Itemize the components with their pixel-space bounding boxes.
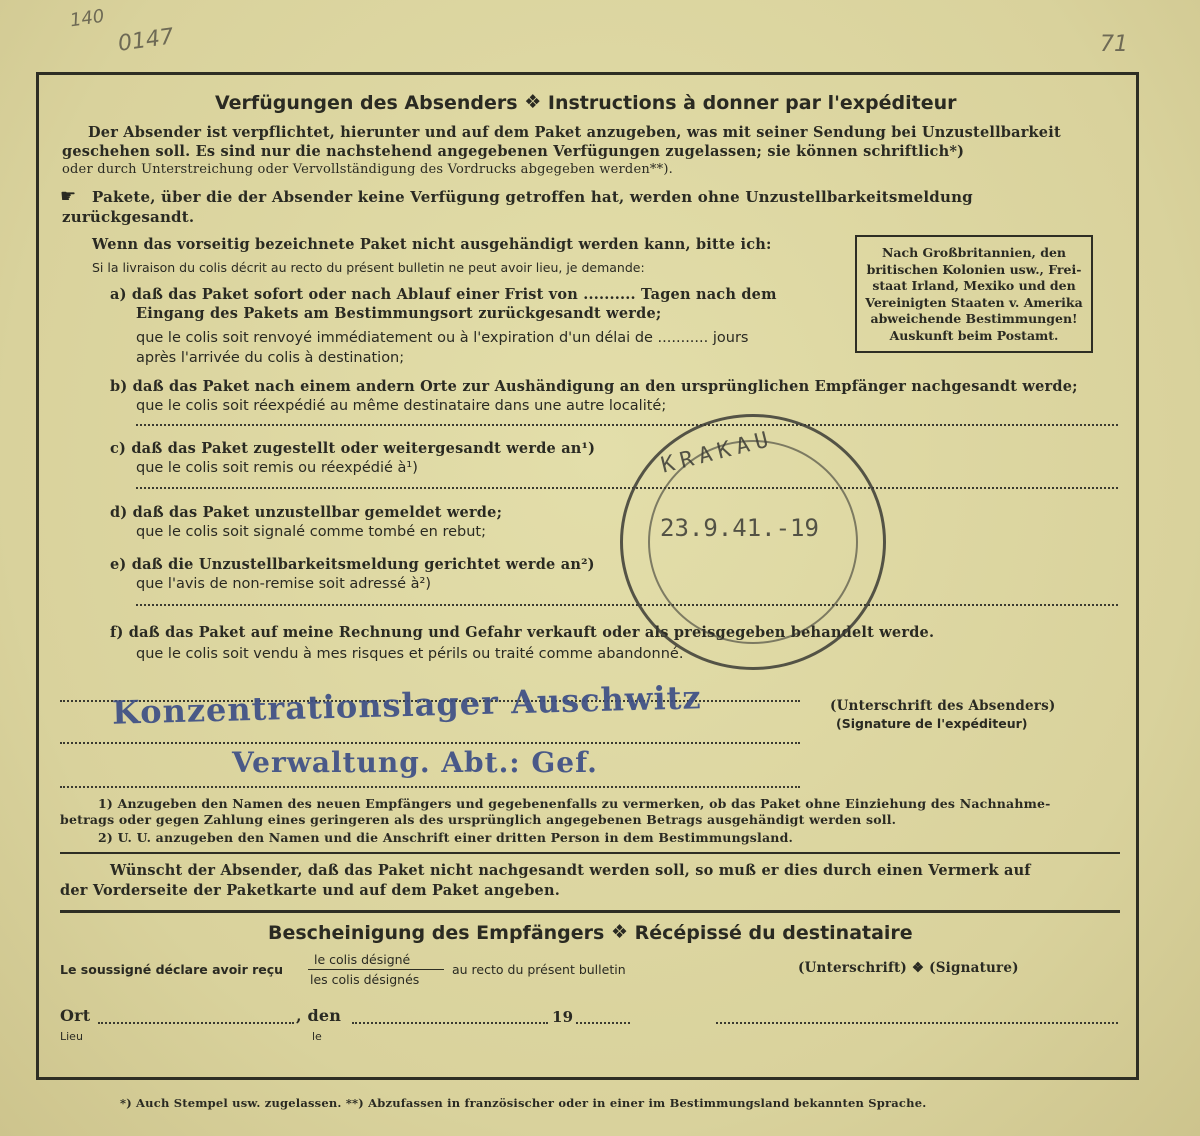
option-e-french: que l'avis de non-remise soit adressé à²) (136, 576, 432, 592)
sender-stamp-office: Verwaltung. Abt.: Gef. (232, 746, 598, 779)
info-box-line: Nach Großbritannien, den (881, 245, 1067, 260)
receipt-option-plural: les colis désignés (310, 972, 420, 987)
footnote-1a: 1) Anzugeben den Namen des neuen Empfängers und gegebenenfalls zu vermerken, ob das Paket ohne Einziehung des Nachnahme- (98, 796, 1051, 811)
option-f-german: f) daß das Paket auf meine Rechnung und Gefahr verkauft oder als preisgegeben behandelt werde. (110, 624, 935, 641)
separator-icon: ❖ (524, 91, 542, 113)
option-a-french-2: après l'arrivée du colis à destination; (136, 350, 405, 366)
year-fill-line (576, 1022, 630, 1024)
receipt-year: 19 (552, 1008, 574, 1026)
sender-stamp-camp: Konzentrationslager Auschwitz (111, 678, 702, 732)
option-d-french: que le colis soit signalé comme tombé en rebut; (136, 524, 487, 540)
notice-line-2: zurückgesandt. (62, 208, 195, 226)
postmark-date: 23.9.41.-19 (660, 514, 819, 542)
divider-1 (60, 852, 1120, 854)
receipt-lieu: Lieu (60, 1030, 83, 1043)
form-title (215, 92, 957, 114)
receipt-ort: Ort (60, 1006, 91, 1025)
receipt-recto: au recto du présent bulletin (452, 962, 626, 977)
footnote-2: 2) U. U. anzugeben den Namen und die Anschrift einer dritten Person in dem Bestimmungsland. (98, 830, 794, 845)
receipt-le: le (312, 1030, 322, 1043)
receipt-option-divider (308, 969, 444, 970)
pencil-mark-right: 71 (1100, 32, 1128, 57)
info-box-line: Auskunft beim Postamt. (889, 327, 1059, 343)
signature-fill-line (716, 1022, 1118, 1024)
title-french: Instructions à donner par l'expéditeur (547, 92, 957, 114)
option-a-french-1: que le colis soit renvoyé immédiatement ou à l'expiration d'un délai de ........... jours (136, 330, 749, 346)
receipt-option-single: le colis désigné (314, 952, 411, 967)
fill-line-e (136, 604, 1118, 606)
separator-icon: ❖ (610, 921, 629, 943)
bottom-note: *) Auch Stempel usw. zugelassen. **) Abzufassen in französischer oder in einer im Bestimmungsland bekannten Sprache. (120, 1096, 927, 1110)
receipt-title-french: Récépissé du destinataire (634, 922, 913, 944)
option-a-german-1: a) daß das Paket sofort oder nach Ablauf einer Frist von .......... Tagen nach dem (110, 286, 777, 303)
info-box-line: abweichende Bestimmungen! (870, 311, 1078, 326)
pencil-mark-number-2: 140 (68, 5, 106, 32)
option-c-french: que le colis soit remis ou réexpédié à¹) (136, 460, 418, 476)
pencil-mark-number: 0147 (116, 24, 176, 57)
notice-line-1: Pakete, über die der Absender keine Verfügung getroffen hat, werden ohne Unzustellbarkeitsmeldung (92, 188, 973, 206)
title-german: Verfügungen des Absenders (215, 92, 518, 114)
option-e-german: e) daß die Unzustellbarkeitsmeldung gerichtet werde an²) (110, 556, 595, 573)
receipt-signature-label: (Unterschrift) ❖ (Signature) (798, 960, 1019, 976)
signature-label-french: (Signature de l'expéditeur) (836, 716, 1028, 731)
option-a-german-2: Eingang des Pakets am Bestimmungsort zurückgesandt werde; (136, 305, 662, 322)
footnote-1b: betrags oder gegen Zahlung eines geringeren als des ursprünglich angegebenen Betrags ausgehändigt werden soll. (60, 812, 897, 827)
info-box-line: staat Irland, Mexiko und den (872, 278, 1076, 293)
option-b-german: b) daß das Paket nach einem andern Orte zur Aushändigung an den ursprünglichen Empfänger nachgesandt werde; (110, 378, 1078, 395)
info-box-line: Vereinigten Staaten v. Amerika (865, 294, 1083, 310)
no-forward-line-1: Wünscht der Absender, daß das Paket nicht nachgesandt werden soll, so muß er dies durch einen Vermerk auf (110, 862, 1031, 879)
no-forward-line-2: der Vorderseite der Paketkarte und auf dem Paket angeben. (60, 882, 560, 899)
intro-line-2: geschehen soll. Es sind nur die nachstehend angegebenen Verfügungen zugelassen; sie können schriftlich*) (62, 143, 965, 160)
request-german: Wenn das vorseitig bezeichnete Paket nicht ausgehändigt werden kann, bitte ich: (92, 236, 772, 253)
fill-line-c (136, 487, 1118, 489)
date-fill-line (352, 1022, 548, 1024)
option-d-german: d) daß das Paket unzustellbar gemeldet werde; (110, 504, 503, 521)
option-b-french: que le colis soit réexpédié au même destinataire dans une autre localité; (136, 398, 667, 414)
intro-line-1: Der Absender ist verpflichtet, hierunter und auf dem Paket anzugeben, was mit seiner Sendung bei Unzustellbarkeit (88, 124, 1061, 141)
receipt-title (268, 922, 913, 944)
fill-line-b (136, 424, 1118, 426)
receipt-title-german: Bescheinigung des Empfängers (268, 922, 605, 944)
option-f-french: que le colis soit vendu à mes risques et périls ou traité comme abandonné. (136, 646, 684, 662)
pointing-hand-icon: ☛ (60, 186, 77, 207)
intro-line-3: oder durch Unterstreichung oder Vervollständigung des Vordrucks abgegeben werden**). (62, 162, 673, 177)
place-fill-line (98, 1022, 294, 1024)
sender-line-3 (60, 786, 800, 788)
info-box (855, 235, 1093, 353)
receipt-declare: Le soussigné déclare avoir reçu (60, 962, 284, 977)
postmark-city: KRAKAU (658, 426, 777, 479)
option-c-german: c) daß das Paket zugestellt oder weitergesandt werde an¹) (110, 440, 596, 457)
info-box-line: britischen Kolonien usw., Frei- (866, 261, 1082, 277)
divider-2 (60, 910, 1120, 913)
request-french: Si la livraison du colis décrit au recto du présent bulletin ne peut avoir lieu, je demande: (92, 260, 645, 275)
sender-line-2 (60, 742, 800, 744)
signature-label-german: (Unterschrift des Absenders) (830, 698, 1056, 714)
receipt-den: , den (296, 1006, 342, 1025)
